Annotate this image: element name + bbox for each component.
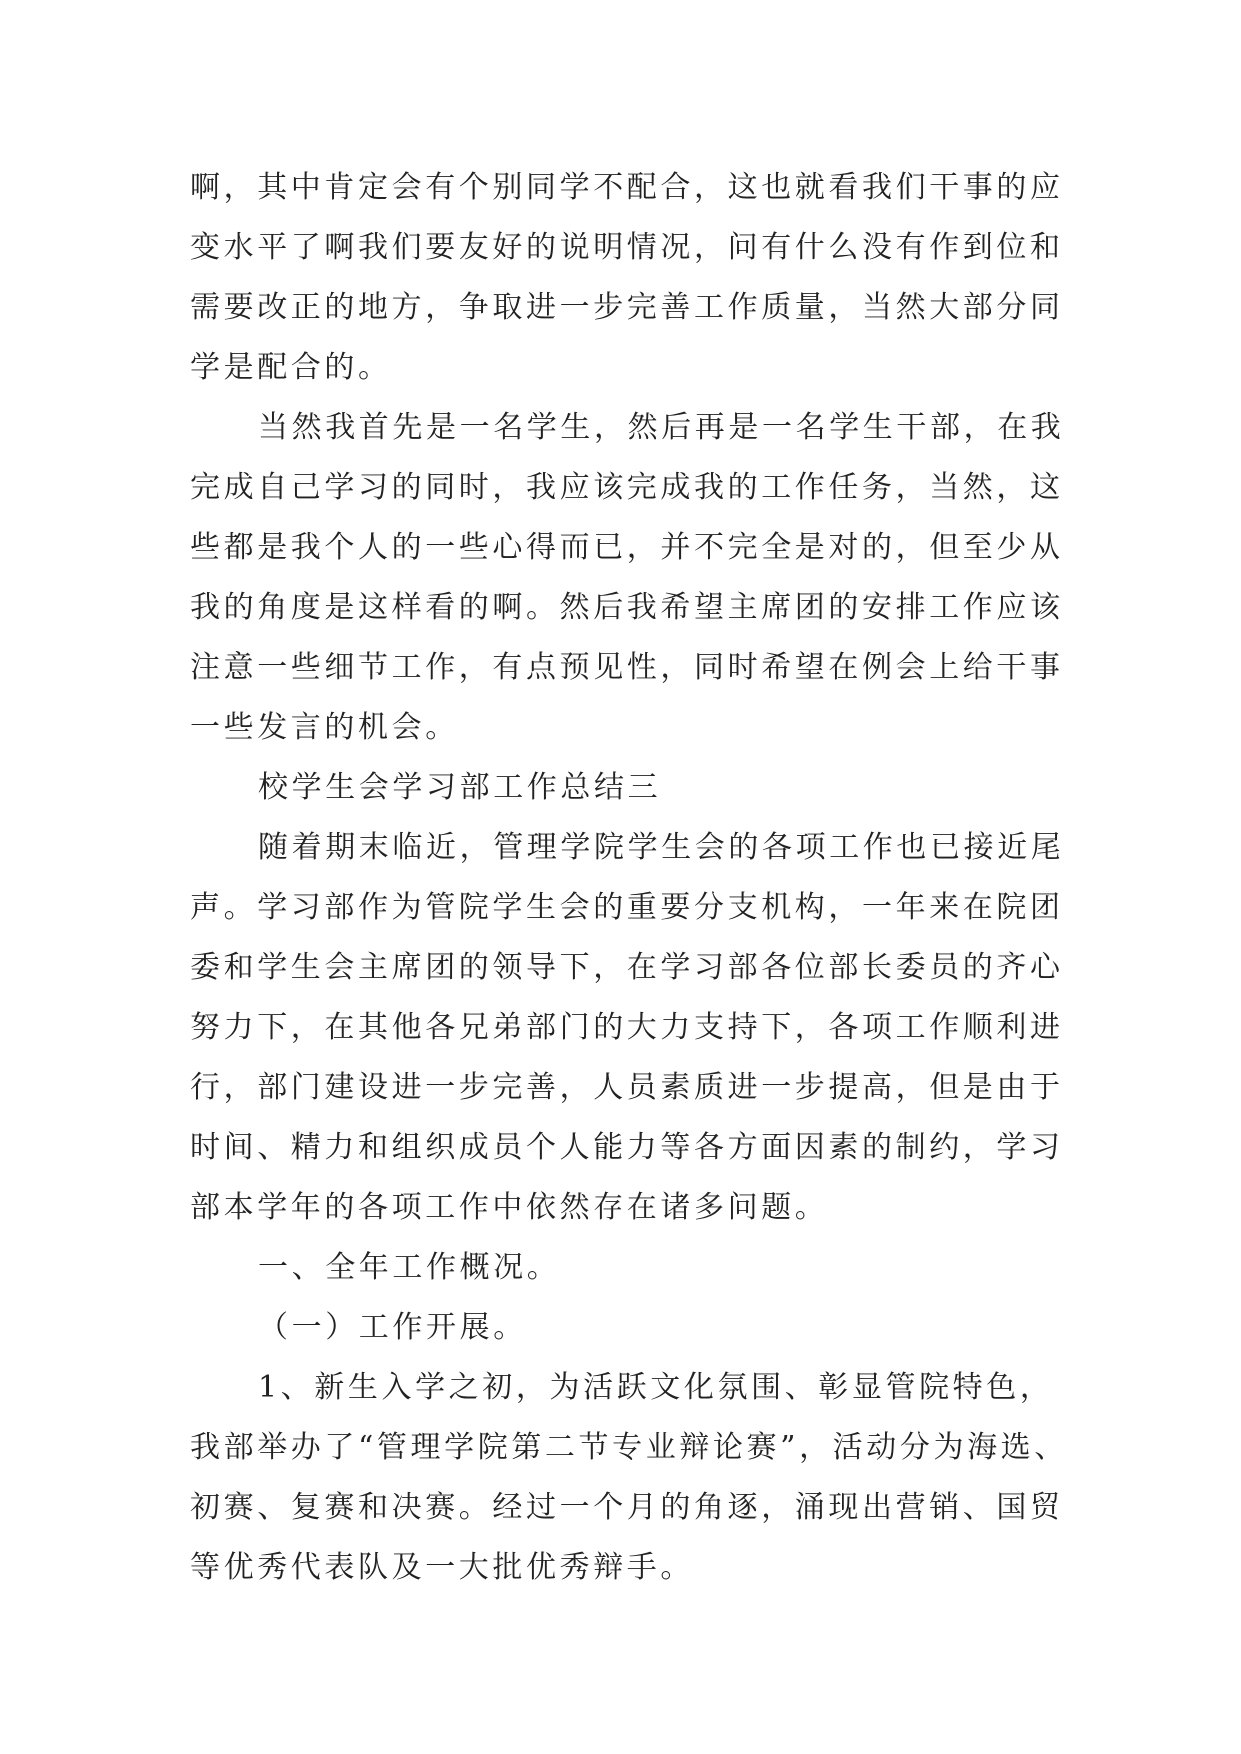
text-line: 注意一些细节工作，有点预见性，同时希望在例会上给干事	[190, 650, 1064, 685]
subheading-2	[190, 1298, 1058, 1358]
text-line: （一）工作开展。	[258, 1310, 527, 1345]
text-line: 变水平了啊我们要友好的说明情况，问有什么没有作到位和	[190, 230, 1064, 265]
text-line: 部本学年的各项工作中依然存在诸多问题。	[190, 1190, 829, 1225]
text-line: 我的角度是这样看的啊。然后我希望主席团的安排工作应该	[190, 590, 1064, 625]
text-line: 委和学生会主席团的领导下，在学习部各位部长委员的齐心	[190, 950, 1064, 985]
document-body	[190, 158, 1068, 1598]
text-line: 1、新生入学之初，为活跃文化氛围、彰显管院特色，	[258, 1370, 1054, 1405]
text-line: 学是配合的。	[190, 350, 392, 385]
subheading-1	[190, 1238, 1058, 1298]
text-line: 完成自己学习的同时，我应该完成我的工作任务，当然，这	[190, 470, 1064, 505]
text-line: 我部举办了“管理学院第二节专业辩论赛”，活动分为海选、	[190, 1430, 1068, 1465]
text-line: 当然我首先是一名学生，然后再是一名学生干部，在我	[258, 410, 1065, 445]
paragraph-2	[190, 398, 1065, 758]
text-line: 随着期末临近，管理学院学生会的各项工作也已接近尾	[258, 830, 1065, 865]
text-line: 时间、精力和组织成员个人能力等各方面因素的制约，学习	[190, 1130, 1064, 1165]
text-line: 一些发言的机会。	[190, 710, 459, 745]
text-line: 声。学习部作为管院学生会的重要分支机构，一年来在院团	[190, 890, 1064, 925]
text-line: 初赛、复赛和决赛。经过一个月的角逐，涌现出营销、国贸	[190, 1490, 1064, 1525]
text-line: 啊，其中肯定会有个别同学不配合，这也就看我们干事的应	[190, 170, 1064, 205]
section-heading	[190, 758, 1058, 818]
text-line: 一、全年工作概况。	[258, 1250, 561, 1285]
text-line: 校学生会学习部工作总结三	[258, 770, 662, 805]
paragraph-4	[190, 1358, 1068, 1598]
text-line: 努力下，在其他各兄弟部门的大力支持下，各项工作顺利进	[190, 1010, 1064, 1045]
text-line: 些都是我个人的一些心得而已，并不完全是对的，但至少从	[190, 530, 1064, 565]
text-line: 需要改正的地方，争取进一步完善工作质量，当然大部分同	[190, 290, 1064, 325]
text-line: 行，部门建设进一步完善，人员素质进一步提高，但是由于	[190, 1070, 1064, 1105]
paragraph-3	[190, 818, 1065, 1238]
paragraph-1	[190, 158, 1064, 398]
text-line: 等优秀代表队及一大批优秀辩手。	[190, 1550, 694, 1585]
